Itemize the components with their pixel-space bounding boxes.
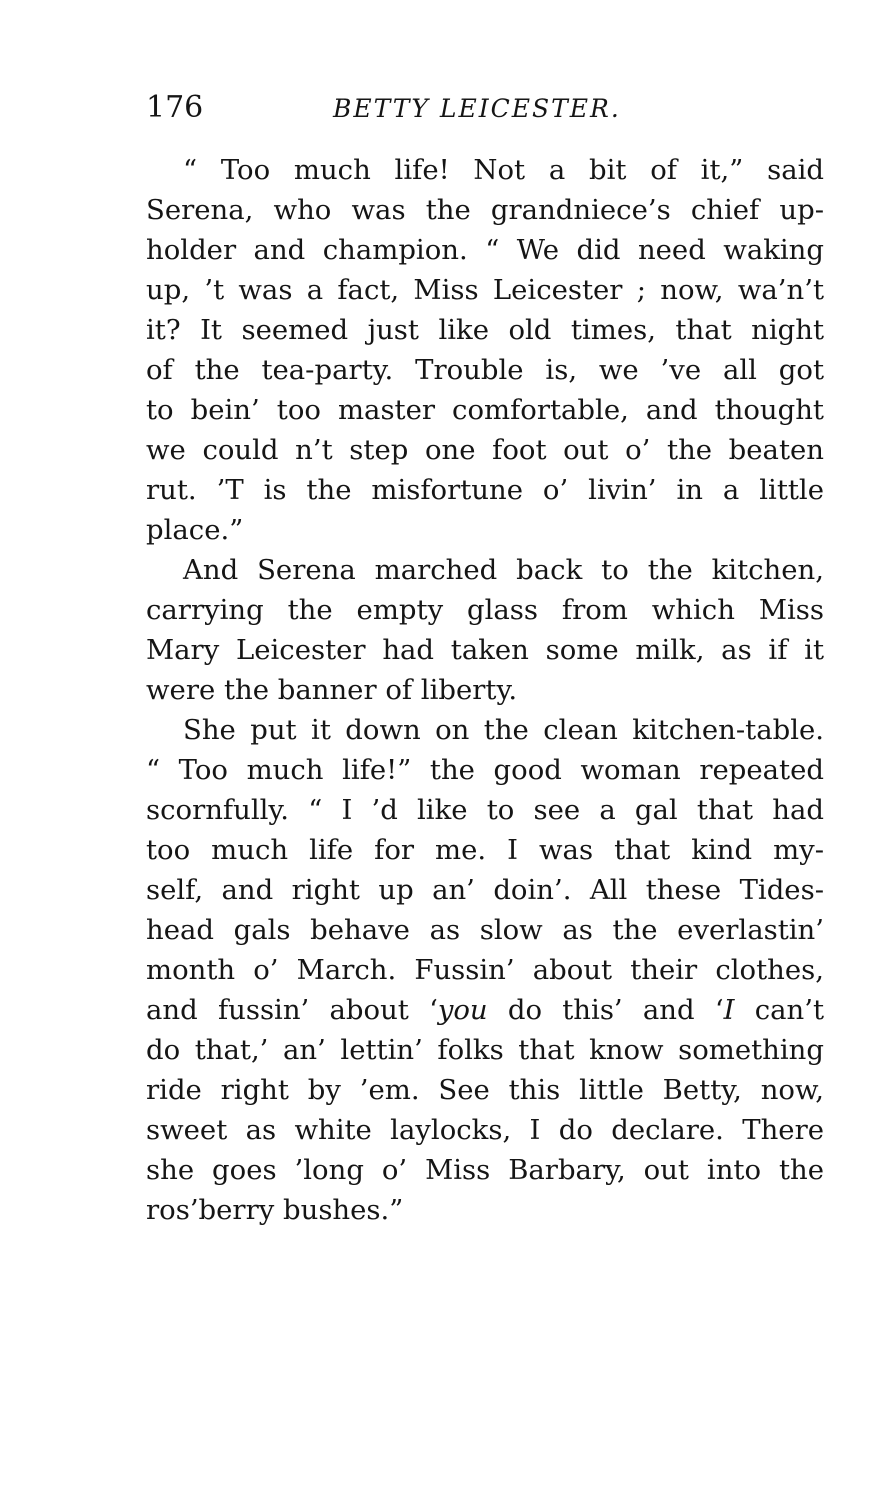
text-line: “ Too much life! Not a bit of it,” said xyxy=(183,154,824,186)
text-line: Serena, who was the grandniece’s chief up- xyxy=(146,194,824,226)
text-line: we could n’t step one foot out o’ the beaten xyxy=(146,434,824,466)
paragraph-2 xyxy=(146,550,824,710)
text-line: She put it down on the clean kitchen-table. xyxy=(183,714,824,746)
paragraph-1 xyxy=(146,150,824,550)
italic-word-i: I xyxy=(723,994,735,1026)
text-line: Mary Leicester had taken some milk, as if it xyxy=(146,634,824,666)
text-line-with-italics xyxy=(146,990,824,1030)
body-text xyxy=(146,150,824,1230)
text-line: scornfully. “ I ’d like to see a gal that had xyxy=(146,794,824,826)
text-line: holder and champion. “ We did need waking xyxy=(146,234,824,266)
text-line: were the banner of liberty. xyxy=(146,674,518,706)
italic-word-you: you xyxy=(437,994,488,1026)
text-line: it? It seemed just like old times, that night xyxy=(146,314,824,346)
text-line: do that,’ an’ lettin’ folks that know something xyxy=(146,1034,824,1066)
text-line: month o’ March. Fussin’ about their clothes, xyxy=(146,954,824,986)
text-line: sweet as white laylocks, I do declare. There xyxy=(146,1114,824,1146)
text-line: “ Too much life!” the good woman repeated xyxy=(146,754,824,786)
text-line: head gals behave as slow as the everlastin’ xyxy=(146,914,824,946)
page-number: 176 xyxy=(146,90,204,125)
page-header xyxy=(146,88,826,130)
text-line: place.” xyxy=(146,514,244,546)
text-run: do this’ and ‘ xyxy=(487,994,724,1026)
text-line: self, and right up an’ doin’. All these Tides- xyxy=(146,874,824,906)
text-line: ros’berry bushes.” xyxy=(146,1194,404,1226)
text-run: can’t xyxy=(734,994,824,1026)
text-line: And Serena marched back to the kitchen, xyxy=(183,554,824,586)
text-line: ride right by ’em. See this little Betty, now, xyxy=(146,1074,824,1106)
text-line: rut. ’T is the misfortune o’ livin’ in a little xyxy=(146,474,824,506)
running-head: BETTY LEICESTER. xyxy=(333,94,621,123)
text-line: carrying the empty glass from which Miss xyxy=(146,594,824,626)
text-line: to bein’ too master comfortable, and thought xyxy=(146,394,824,426)
paragraph-3 xyxy=(146,710,824,1230)
text-line: of the tea-party. Trouble is, we ’ve all got xyxy=(146,354,824,386)
text-run: and fussin’ about ‘ xyxy=(146,994,438,1026)
text-line: up, ’t was a fact, Miss Leicester ; now, wa’n’t xyxy=(146,274,824,306)
text-line: she goes ’long o’ Miss Barbary, out into the xyxy=(146,1154,824,1186)
text-line: too much life for me. I was that kind my- xyxy=(146,834,824,866)
